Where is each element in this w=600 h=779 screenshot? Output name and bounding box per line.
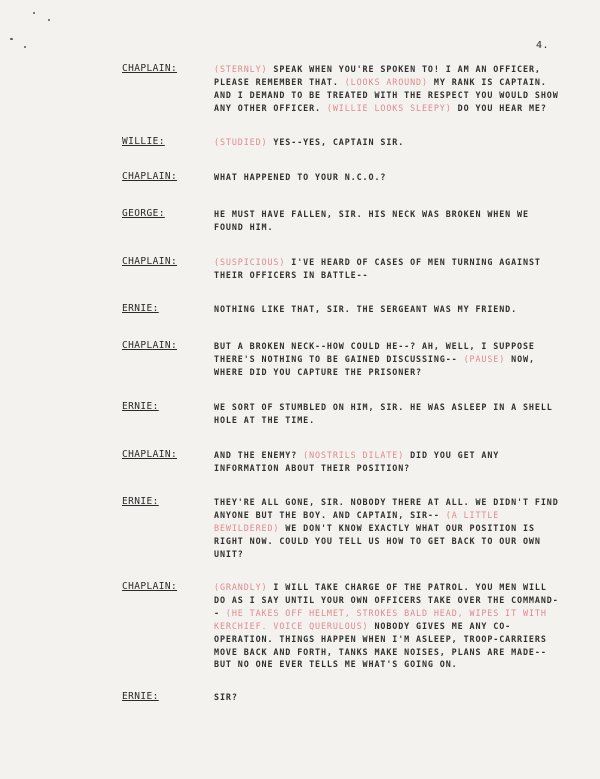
dialogue-line [214, 449, 564, 475]
stage-direction: (GRANDLY) [214, 582, 268, 592]
stage-direction: (A LITTLE BEWILDERED) [214, 509, 500, 533]
dialogue-text: SIR? [214, 692, 238, 702]
dialogue-text: I'VE HEARD OF CASES OF MEN TURNING AGAINST THEIR OFFICERS IN BATTLE-- [214, 257, 541, 280]
dialogue-text: DO YOU HEAR ME? [451, 102, 547, 113]
speaker-name: CHAPLAIN: [122, 256, 178, 267]
dialogue-line [214, 581, 564, 671]
dialogue-line [214, 171, 564, 184]
stage-direction: (LOOKS AROUND) [344, 76, 428, 87]
speaker-name: CHAPLAIN: [122, 340, 178, 351]
speaker-name: ERNIE: [122, 401, 159, 412]
dialogue-text: NOW, WHERE DID YOU CAPTURE THE PRISONER? [214, 353, 535, 377]
speaker-name: WILLIE: [122, 136, 165, 147]
dialogue-line [214, 303, 564, 316]
speaker-name: CHAPLAIN: [122, 449, 178, 460]
stage-direction: (STUDIED) [214, 137, 268, 147]
dialogue-text: NOBODY GIVES ME ANY CO-OPERATION. THINGS HAPPEN WHEN I'M ASLEEP, TROOP-CARRIERS MOVE BACK AND FORTH, TANKS MAKE NOISES, PLANS ARE MADE-- BUT NO ONE EVER TELLS ME WHAT'S GOING ON. [214, 620, 547, 670]
dialogue-line [214, 256, 564, 282]
dialogue-line [214, 496, 564, 561]
speaker-name: GEORGE: [122, 208, 165, 219]
dialogue-text: WE DON'T KNOW EXACTLY WHAT OUR POSITION IS RIGHT NOW. COULD YOU TELL US HOW TO GET BACK TO OUR OWN UNIT? [214, 522, 541, 559]
paper-speck [33, 12, 35, 14]
dialogue-text: BUT A BROKEN NECK--HOW COULD HE--? AH, WELL, I SUPPOSE THERE'S NOTHING TO BE GAINED DISCUSSING-- [214, 341, 535, 364]
paper-speck [10, 38, 13, 40]
paper-speck [48, 19, 50, 21]
dialogue-line [214, 136, 564, 149]
dialogue-text: YES--YES, CAPTAIN SIR. [267, 137, 405, 147]
stage-direction: (STERNLY) [214, 64, 268, 74]
stage-direction: (PAUSE) [463, 353, 506, 364]
dialogue-line [214, 208, 564, 234]
dialogue-text: AND THE ENEMY? [214, 450, 304, 460]
speaker-name: CHAPLAIN: [122, 171, 178, 182]
dialogue-text: THEY'RE ALL GONE, SIR. NOBODY THERE AT ALL. WE DIDN'T FIND ANYONE BUT THE BOY. AND CAPTAIN, SIR-- [214, 497, 559, 520]
dialogue-text: I WILL TAKE CHARGE OF THE PATROL. YOU MEN WILL DO AS I SAY UNTIL YOUR OWN OFFICERS TAKE OVER THE COMMAND-- [214, 582, 559, 618]
stage-direction: (NOSTRILS DILATE) [303, 450, 405, 460]
page-number: 4. [536, 40, 550, 51]
dialogue-text: WHAT HAPPENED TO YOUR N.C.O.? [214, 172, 387, 182]
dialogue-text: MY RANK IS CAPTAIN. AND I DEMAND TO BE TREATED WITH THE RESPECT YOU WOULD SHOW ANY OTHER OFFICER. [214, 76, 559, 113]
speaker-name: ERNIE: [122, 303, 159, 314]
dialogue-line [214, 401, 564, 427]
dialogue-text: NOTHING LIKE THAT, SIR. THE SERGEANT WAS MY FRIEND. [214, 304, 518, 314]
speaker-name: ERNIE: [122, 691, 159, 702]
stage-direction: (SUSPICIOUS) [214, 257, 286, 267]
speaker-name: CHAPLAIN: [122, 581, 178, 592]
dialogue-text: DID YOU GET ANY INFORMATION ABOUT THEIR POSITION? [214, 450, 500, 473]
speaker-name: CHAPLAIN: [122, 63, 178, 74]
stage-direction: (WILLIE LOOKS SLEEPY) [326, 102, 452, 113]
dialogue-line [214, 63, 564, 115]
dialogue-text: HE MUST HAVE FALLEN, SIR. HIS NECK WAS BROKEN WHEN WE FOUND HIM. [214, 209, 529, 232]
dialogue-line [214, 340, 564, 379]
dialogue-text: SPEAK WHEN YOU'RE SPOKEN TO! I AM AN OFFICER, PLEASE REMEMBER THAT. [214, 64, 541, 87]
dialogue-text: WE SORT OF STUMBLED ON HIM, SIR. HE WAS ASLEEP IN A SHELL HOLE AT THE TIME. [214, 402, 553, 425]
paper-speck [24, 46, 26, 48]
speaker-name: ERNIE: [122, 496, 159, 507]
dialogue-line [214, 691, 564, 704]
stage-direction: (HE TAKES OFF HELMET, STROKES BALD HEAD, WIPES IT WITH KERCHIEF. VOICE QUERULOUS) [214, 607, 547, 631]
